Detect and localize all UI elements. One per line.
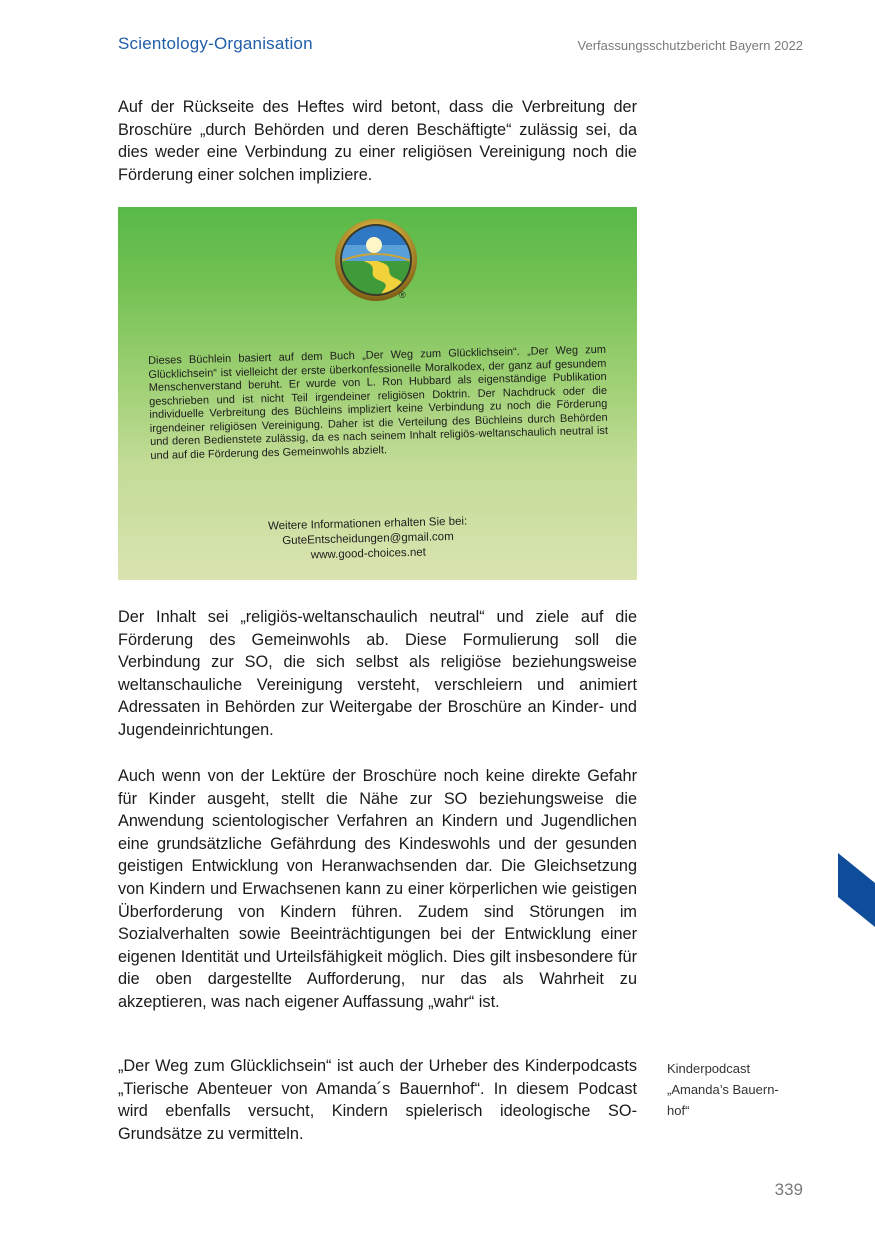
chapter-tab-marker xyxy=(838,853,875,927)
paragraph-4: „Der Weg zum Glücklichsein“ ist auch der Urheber des Kinderpodcasts „Tierische Abenteuer von Amanda´s Bauernhof“. In diesem Podcast wird ebenfalls versucht, Kindern spielerisch ideologische SO-Grundsätze zu vermitteln. xyxy=(118,1057,637,1143)
margin-note xyxy=(667,1058,807,1121)
paragraph-3: Auch wenn von der Lektüre der Broschüre noch keine direkte Gefahr für Kinder ausgeht, stellt die Nähe zur SO beziehungsweise die Anwendung scientologischer Verfahren an Kindern und Jugendlichen eine grundsätzliche Gefährdung des Kindeswohls und der gesunden geistigen Entwicklung von Heranwachsenden dar. Die Gleichsetzung von Kindern und Erwachsenen kann zu einer körperlichen wie geistigen Überforderung von Kindern führen. Zudem sind Störungen im Sozialverhalten sowie Beeinträchtigungen bei der Entwicklung einer eigenen Identität und Urteilsfähigkeit möglich. Dies gilt insbesondere für die oben dargestellte Aufforderung, nur das als Wahrheit zu akzeptieren, was nach eigener Auffassung „wahr“ ist. xyxy=(118,767,637,1011)
contact-email: GuteEntscheidungen@gmail.com xyxy=(282,530,454,548)
paragraph-2: Der Inhalt sei „religiös-weltanschaulich neutral“ und ziele auf die Förderung des Gemeinwohls ab. Diese Formulierung soll die Verbindung zur SO, die sich selbst als religiöse beziehungsweise weltanschauliche Vereinigung versteht, verschleiern und animiert Adressaten in Behörden zur Weitergabe der Broschüre an Kinder- und Jugendeinrichtungen. xyxy=(118,608,637,739)
paragraph-1: Auf der Rückseite des Heftes wird betont, dass die Verbreitung der Broschüre „durch Behörden und deren Beschäftigte“ zulässig sei, da dies weder eine Verbindung zu einer religiösen Vereinigung noch die Förderung einer solchen impliziere. xyxy=(118,98,637,184)
contact-intro: Weitere Informationen erhalten Sie bei: xyxy=(267,515,468,533)
margin-note-line-1: Kinderpodcast xyxy=(667,1061,751,1076)
brochure-text: Dieses Büchlein basiert auf dem Buch „Der Weg zum Glücklichsein“. „Der Weg zum Glücklichsein“ ist vielleicht der erste überkonfessionelle Moralkodex, der ganz auf gesundem Menschenverstand beruht. Er wurde von L. Ron Hubbard als eigenständige Publikation geschrieben und ist nicht Teil irgendeiner religiösen Doktrin. Der Nachdruck oder die individuelle Verbreitung des Büchleins impliziert keine Verbindung zu noch die Förderung irgendeiner religiösen Vereinigung. Daher ist die Verteilung des Büchleins durch Behörden und deren Bedienstete zulässig, da es nach seinem Inhalt religiös-weltanschaulich neutral ist und auf die Förderung des Gemeinwohls abzielt. xyxy=(148,343,609,462)
page-number: 339 xyxy=(774,1180,803,1199)
contact-web: www.good-choices.net xyxy=(310,546,427,562)
section-title: Scientology-Organisation xyxy=(118,34,313,53)
emblem-logo-icon xyxy=(333,217,419,303)
margin-note-line-2: „Amanda’s Bauern- xyxy=(667,1082,779,1097)
margin-note-line-3: hof“ xyxy=(667,1103,690,1118)
registered-mark: ® xyxy=(399,290,406,300)
brochure-contact xyxy=(247,514,488,565)
report-title: Verfassungsschutzbericht Bayern 2022 xyxy=(577,38,803,53)
brochure-back-cover-image xyxy=(118,207,637,580)
